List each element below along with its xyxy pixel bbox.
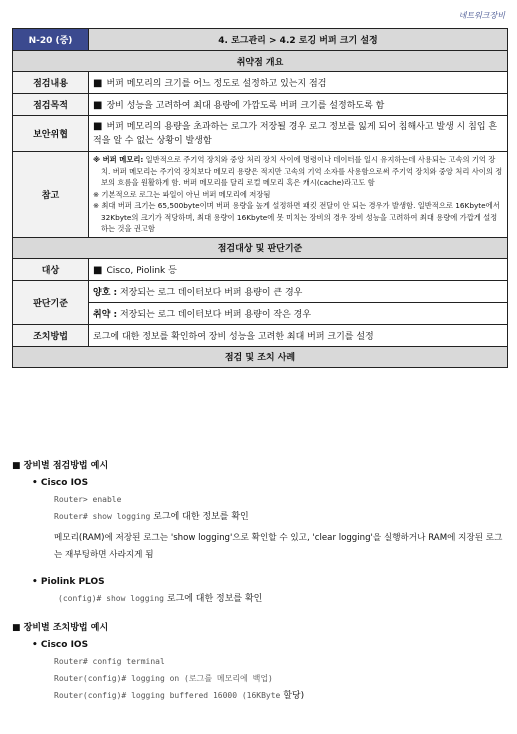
note-ram-logs: 메모리(RAM)에 저장된 로그는 'show logging'으로 확인할 수 있고, 'clear logging'을 실행하거나 RAM에 지장된 로그는 재부팅하면 사라지게 됨 <box>54 533 503 560</box>
label-action: 조치방법 <box>13 324 89 346</box>
section-cases: 점검 및 조치 사례 <box>13 346 508 367</box>
reference-default-storage: ※ 기본적으로 로그는 파일이 아닌 버퍼 메모리에 저장됨 <box>93 189 271 199</box>
vulnerability-table <box>12 28 508 368</box>
category-label: 네트워크장비 <box>458 11 505 20</box>
check-heading: ■ 장비별 점검방법 예시 <box>12 461 109 471</box>
device-cisco-action: • Cisco IOS <box>32 640 89 650</box>
item-title: 4. 로그관리 > 4.2 로깅 버퍼 크기 설정 <box>89 29 508 51</box>
value-target: ■ Cisco, Piolink 등 <box>89 258 508 280</box>
value-threat: ■ 버퍼 메모리의 용량을 초과하는 로그가 저장될 경우 로그 정보를 잃게 되어 침해사고 발생 시 침입 흔적을 알 수 없는 상황이 발생함 <box>89 116 508 152</box>
cmd-enable: Router> enable <box>54 495 122 504</box>
label-item: 점검내용 <box>13 72 89 94</box>
label-purpose: 점검목적 <box>13 94 89 116</box>
cmd-config-terminal: Router# config terminal <box>54 657 165 666</box>
item-id: N-20 (중) <box>13 29 89 51</box>
reference-buffer-memory: ※ 버퍼 메모리: 일반적으로 주기억 장치와 중앙 처리 장치 사이에 명령이나 데이터를 일시 유지하는데 사용되는 고속의 기억 장치. 버퍼 메모리는 주기억 장치보다 메모리 용량은 적지만 고속의 기억 소자를 사용함으로써 주기억 장치와 중앙 처리 사이의 정보의 흐름을 원활하게 함. 버퍼 메모리를 달리 로컬 메모리 혹은 캐시(cache)라고도 함 <box>93 155 503 187</box>
device-cisco: • Cisco IOS <box>32 478 89 488</box>
label-reference: 참고 <box>13 152 89 238</box>
cases-body <box>12 458 507 705</box>
label-target: 대상 <box>13 258 89 280</box>
value-purpose: ■ 장비 성능을 고려하여 최대 용량에 가깝도록 버퍼 크기를 설정하도록 함 <box>89 94 508 116</box>
section-target: 점검대상 및 판단기준 <box>13 237 508 258</box>
label-judge: 판단기준 <box>13 280 89 324</box>
section-overview: 취약점 개요 <box>13 51 508 72</box>
device-piolink: • Piolink PLOS <box>32 577 105 587</box>
value-bad: 취약 : 저장되는 로그 데이터보다 버퍼 용량이 작은 경우 <box>89 302 508 324</box>
cmd-piolink-show: (config)# show logging 로그에 대한 정보를 확인 <box>58 594 263 604</box>
label-threat: 보안위협 <box>13 116 89 152</box>
value-reference <box>89 152 508 238</box>
value-action: 로그에 대한 정보를 확인하여 장비 성능을 고려한 최대 버퍼 크기를 설정 <box>89 324 508 346</box>
value-item: ■ 버퍼 메모리의 크기를 어느 정도로 설정하고 있는지 점검 <box>89 72 508 94</box>
cmd-logging-buffered: Router(config)# logging buffered 16000 (16KByte 할당) <box>54 691 305 701</box>
value-good: 양호 : 저장되는 로그 데이터보다 버퍼 용량이 큰 경우 <box>89 280 508 302</box>
action-heading: ■ 장비별 조치방법 예시 <box>12 623 109 633</box>
cmd-logging-on: Router(config)# logging on (로그를 메모리에 백업) <box>54 674 273 683</box>
reference-max-buffer: ※ 최대 버퍼 크기는 65,500byte이며 버퍼 용량을 높게 설정하면 패킷 전달이 안 되는 경우가 발생함. 일반적으로 16Kbyte에서 32Kbyte의 크기가 적당하며, 최대 용량이 16Kbyte에 못 미치는 장비의 경우 장비 성능을 고려하여 최대 용량에 가깝게 설정하는 것을 권고함 <box>93 201 500 233</box>
cmd-show-logging: Router# show logging 로그에 대한 정보를 확인 <box>54 512 249 522</box>
